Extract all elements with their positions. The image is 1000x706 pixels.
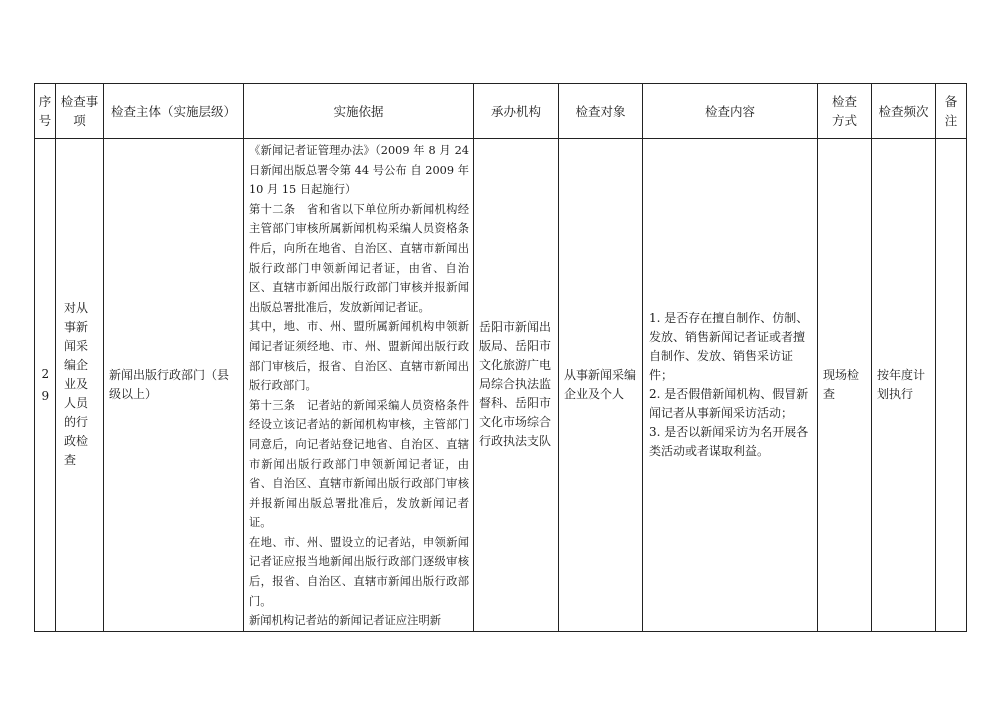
header-inspection-method: 检查方式 bbox=[818, 84, 872, 139]
cell-implementation-basis bbox=[244, 139, 474, 632]
cell-inspection-method: 现场检查 bbox=[818, 139, 872, 632]
content-item: 1. 是否存在擅自制作、仿制、发放、销售新闻记者证或者擅自制作、发放、销售采访证件； bbox=[649, 310, 809, 382]
cell-inspection-content bbox=[643, 139, 818, 632]
header-inspection-target: 检查对象 bbox=[559, 84, 643, 139]
header-serial-no: 序号 bbox=[35, 84, 56, 139]
cell-remark bbox=[936, 139, 967, 632]
basis-paragraph: 在地、市、州、盟设立的记者站，申领新闻记者证应报当地新闻出版行政部门逐级审核后，报省、自治区、直辖市新闻出版行政部门。 bbox=[249, 535, 469, 608]
header-inspection-subject: 检查主体（实施层级） bbox=[104, 84, 244, 139]
header-inspection-frequency: 检查频次 bbox=[872, 84, 936, 139]
table-row bbox=[35, 139, 967, 632]
header-implementation-basis: 实施依据 bbox=[244, 84, 474, 139]
cell-serial-no: 29 bbox=[35, 139, 56, 632]
cell-inspection-frequency: 按年度计划执行 bbox=[872, 139, 936, 632]
header-remark: 备注 bbox=[936, 84, 967, 139]
cell-inspection-target: 从事新闻采编企业及个人 bbox=[559, 139, 643, 632]
cell-inspection-subject: 新闻出版行政部门（县级以上） bbox=[104, 139, 244, 632]
header-inspection-content: 检查内容 bbox=[643, 84, 818, 139]
header-row bbox=[35, 84, 967, 139]
table-header bbox=[35, 84, 967, 139]
header-organizing-agency: 承办机构 bbox=[474, 84, 559, 139]
basis-paragraph: 其中，地、市、州、盟所属新闻机构申领新闻记者证须经地、市、州、盟新闻出版行政部门审核后，报省、自治区、直辖市新闻出版行政部门。 bbox=[249, 320, 469, 393]
content-item: 2. 是否假借新闻机构、假冒新闻记者从事新闻采访活动； bbox=[649, 386, 809, 420]
basis-paragraph: 第十二条 省和省以下单位所办新闻机构经主管部门审核所属新闻机构采编人员资格条件后，向所在地省、自治区、直辖市新闻出版行政部门申领新闻记者证，由省、自治区、直辖市新闻出版行政部门审核并报新闻出版总署批准后，发放新闻记者证。 bbox=[249, 202, 469, 314]
inspection-table bbox=[34, 83, 967, 632]
basis-paragraph: 第十三条 记者站的新闻采编人员资格条件经设立该记者站的新闻机构审核，主管部门同意后，向记者站登记地省、自治区、直辖市新闻出版行政部门申领新闻记者证，由省、自治区、直辖市新闻出版行政部门审核并报新闻出版总署批准后，发放新闻记者证。 bbox=[249, 398, 469, 530]
content-item: 3. 是否以新闻采访为名开展各类活动或者谋取利益。 bbox=[649, 424, 809, 458]
basis-paragraph: 《新闻记者证管理办法》（2009 年 8 月 24 日新闻出版总署令第 44 号公布 自 2009 年 10 月 15 日起施行） bbox=[249, 144, 473, 197]
header-inspection-item: 检查事项 bbox=[56, 84, 104, 139]
cell-organizing-agency: 岳阳市新闻出版局、岳阳市文化旅游广电局综合执法监督科、岳阳市文化市场综合行政执法支队 bbox=[474, 139, 559, 632]
cell-inspection-item: 对从事新闻采编企业及人员的行政检查 bbox=[56, 139, 104, 632]
basis-paragraph: 新闻机构记者站的新闻记者证应注明新 bbox=[249, 614, 442, 628]
